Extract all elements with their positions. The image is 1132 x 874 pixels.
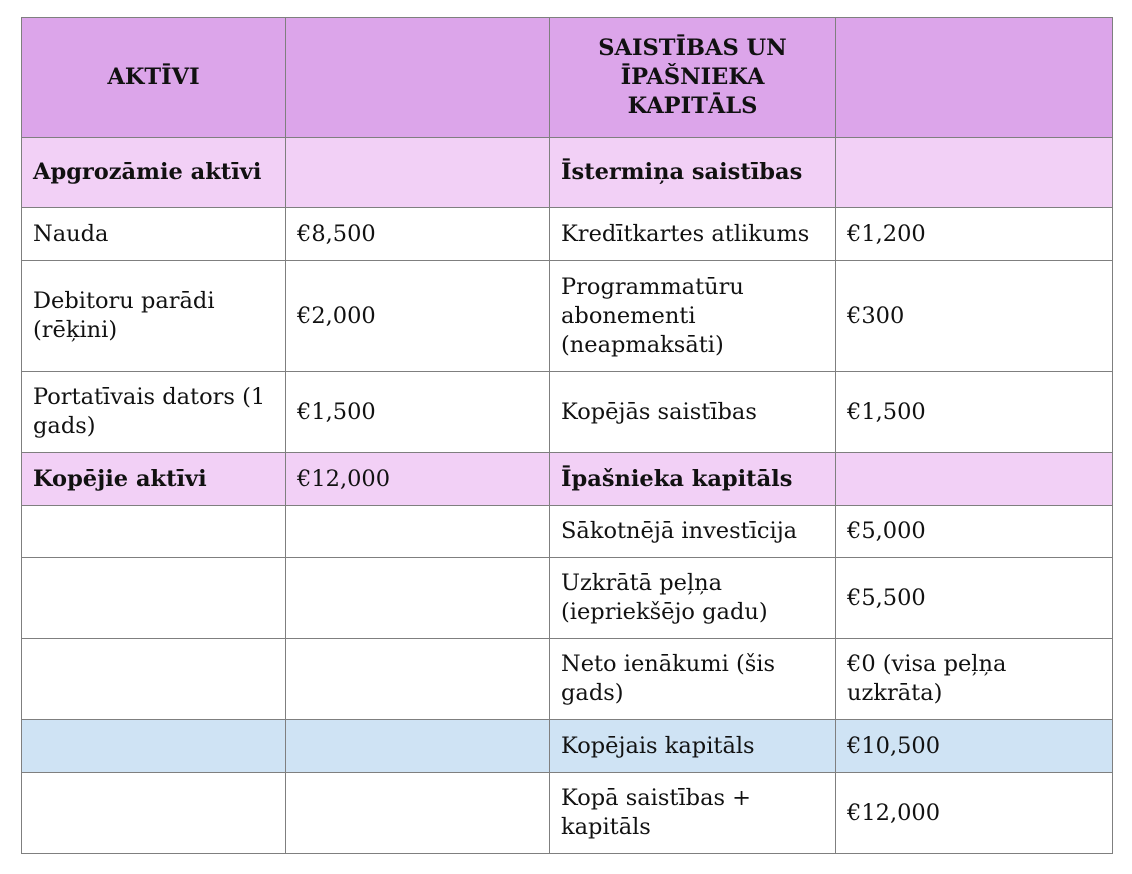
cell-asset-label: Portatīvais dators (1 gads)	[22, 372, 286, 453]
header-assets: AKTĪVI	[22, 18, 286, 138]
table-row	[22, 372, 1113, 453]
table-row-total-assets	[22, 453, 1113, 506]
cell-asset-value	[286, 773, 550, 854]
cell-asset-value: €2,000	[286, 261, 550, 372]
cell-liability-label: Īstermiņa saistības	[550, 138, 836, 208]
cell-asset-label	[22, 720, 286, 773]
cell-asset-value	[286, 720, 550, 773]
cell-asset-label	[22, 558, 286, 639]
cell-asset-value	[286, 138, 550, 208]
table-row	[22, 261, 1113, 372]
header-assets-value	[286, 18, 550, 138]
cell-liability-value	[836, 453, 1113, 506]
cell-asset-value: €12,000	[286, 453, 550, 506]
cell-liability-label: Īpašnieka kapitāls	[550, 453, 836, 506]
cell-liability-value: €5,500	[836, 558, 1113, 639]
header-liabilities-equity: SAISTĪBAS UN ĪPAŠNIEKA KAPITĀLS	[550, 18, 836, 138]
header-liabilities-equity-value	[836, 18, 1113, 138]
cell-liability-value: €5,000	[836, 506, 1113, 558]
table-row-total-equity	[22, 720, 1113, 773]
table-row	[22, 773, 1113, 854]
cell-liability-label: Programmatūru abonementi (neapmaksāti)	[550, 261, 836, 372]
cell-asset-value	[286, 506, 550, 558]
cell-asset-label	[22, 639, 286, 720]
cell-liability-label: Kopā saistības + kapitāls	[550, 773, 836, 854]
table-row	[22, 506, 1113, 558]
cell-asset-label: Nauda	[22, 208, 286, 261]
table-row	[22, 558, 1113, 639]
cell-liability-label: Sākotnējā investīcija	[550, 506, 836, 558]
cell-asset-label	[22, 506, 286, 558]
table-header-row	[22, 18, 1113, 138]
cell-asset-value	[286, 558, 550, 639]
table-row-current-assets	[22, 138, 1113, 208]
balance-sheet-table	[21, 17, 1113, 854]
cell-liability-value: €10,500	[836, 720, 1113, 773]
cell-asset-value: €1,500	[286, 372, 550, 453]
cell-liability-value: €300	[836, 261, 1113, 372]
cell-liability-value: €1,500	[836, 372, 1113, 453]
cell-liability-value: €0 (visa peļņa uzkrāta)	[836, 639, 1113, 720]
cell-liability-label: Kredītkartes atlikums	[550, 208, 836, 261]
cell-liability-label: Kopējais kapitāls	[550, 720, 836, 773]
cell-liability-value: €1,200	[836, 208, 1113, 261]
table-row	[22, 639, 1113, 720]
cell-liability-label: Neto ienākumi (šis gads)	[550, 639, 836, 720]
cell-asset-label	[22, 773, 286, 854]
cell-liability-value	[836, 138, 1113, 208]
table-row	[22, 208, 1113, 261]
cell-liability-label: Uzkrātā peļņa (iepriekšējo gadu)	[550, 558, 836, 639]
cell-asset-value	[286, 639, 550, 720]
cell-asset-label: Apgrozāmie aktīvi	[22, 138, 286, 208]
cell-liability-value: €12,000	[836, 773, 1113, 854]
cell-asset-value: €8,500	[286, 208, 550, 261]
cell-liability-label: Kopējās saistības	[550, 372, 836, 453]
cell-asset-label: Kopējie aktīvi	[22, 453, 286, 506]
cell-asset-label: Debitoru parādi (rēķini)	[22, 261, 286, 372]
